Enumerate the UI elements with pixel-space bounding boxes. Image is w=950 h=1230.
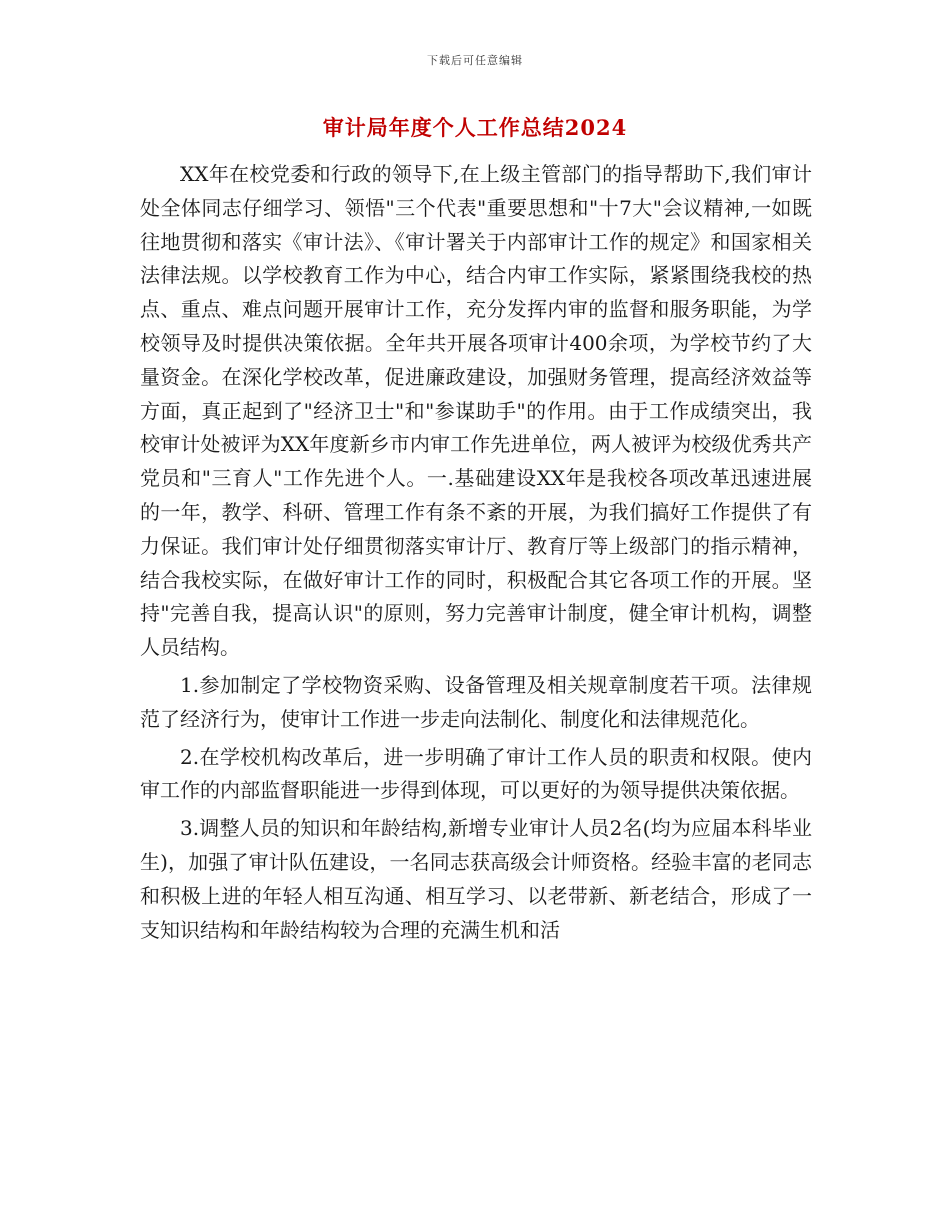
paragraph-item-3: 3.调整人员的知识和年龄结构,新增专业审计人员2名(均为应届本科毕业生)，加强了审计队伍建设，一名同志获高级会计师资格。经验丰富的老同志和积极上进的年轻人相互沟通、相互学习、以老带新、新老结合，形成了一支知识结构和年龄结构较为合理的充满生机和活: [140, 816, 812, 942]
header-note: 下载后可任意编辑: [427, 54, 523, 67]
paragraph-item-2: 2.在学校机构改革后，进一步明确了审计工作人员的职责和权限。使内审工作的内部监督职能进一步得到体现，可以更好的为领导提供决策依据。: [140, 744, 812, 803]
document-title: 审计局年度个人工作总结2024: [322, 115, 628, 140]
document-body: [140, 158, 812, 947]
paragraph-intro: XX年在校党委和行政的领导下,在上级主管部门的指导帮助下,我们审计处全体同志仔细学习、领悟"三个代表"重要思想和"十7大"会议精神,一如既往地贯彻和落实《审计法》、《审计署关于内部审计工作的规定》和国家相关法律法规。以学校教育工作为中心，结合内审工作实际，紧紧围绕我校的热点、重点、难点问题开展审计工作，充分发挥内审的监督和服务职能，为学校领导及时提供决策依据。全年共开展各项审计400余项，为学校节约了大量资金。在深化学校改革，促进廉政建设，加强财务管理，提高经济效益等方面，真正起到了"经济卫士"和"参谋助手"的作用。由于工作成绩突出，我校审计处被评为XX年度新乡市内审工作先进单位，两人被评为校级优秀共产党员和"三育人"工作先进个人。一.基础建设XX年是我校各项改革迅速进展的一年，教学、科研、管理工作有条不紊的开展，为我们搞好工作提供了有力保证。我们审计处仔细贯彻落实审计厅、教育厅等上级部门的指示精神，结合我校实际，在做好审计工作的同时，积极配合其它各项工作的开展。坚持"完善自我，提高认识"的原则，努力完善审计制度，健全审计机构，调整人员结构。: [140, 162, 812, 660]
paragraph-item-1: 1.参加制定了学校物资采购、设备管理及相关规章制度若干项。法律规范了经济行为，使审计工作进一步走向法制化、制度化和法律规范化。: [140, 672, 812, 731]
